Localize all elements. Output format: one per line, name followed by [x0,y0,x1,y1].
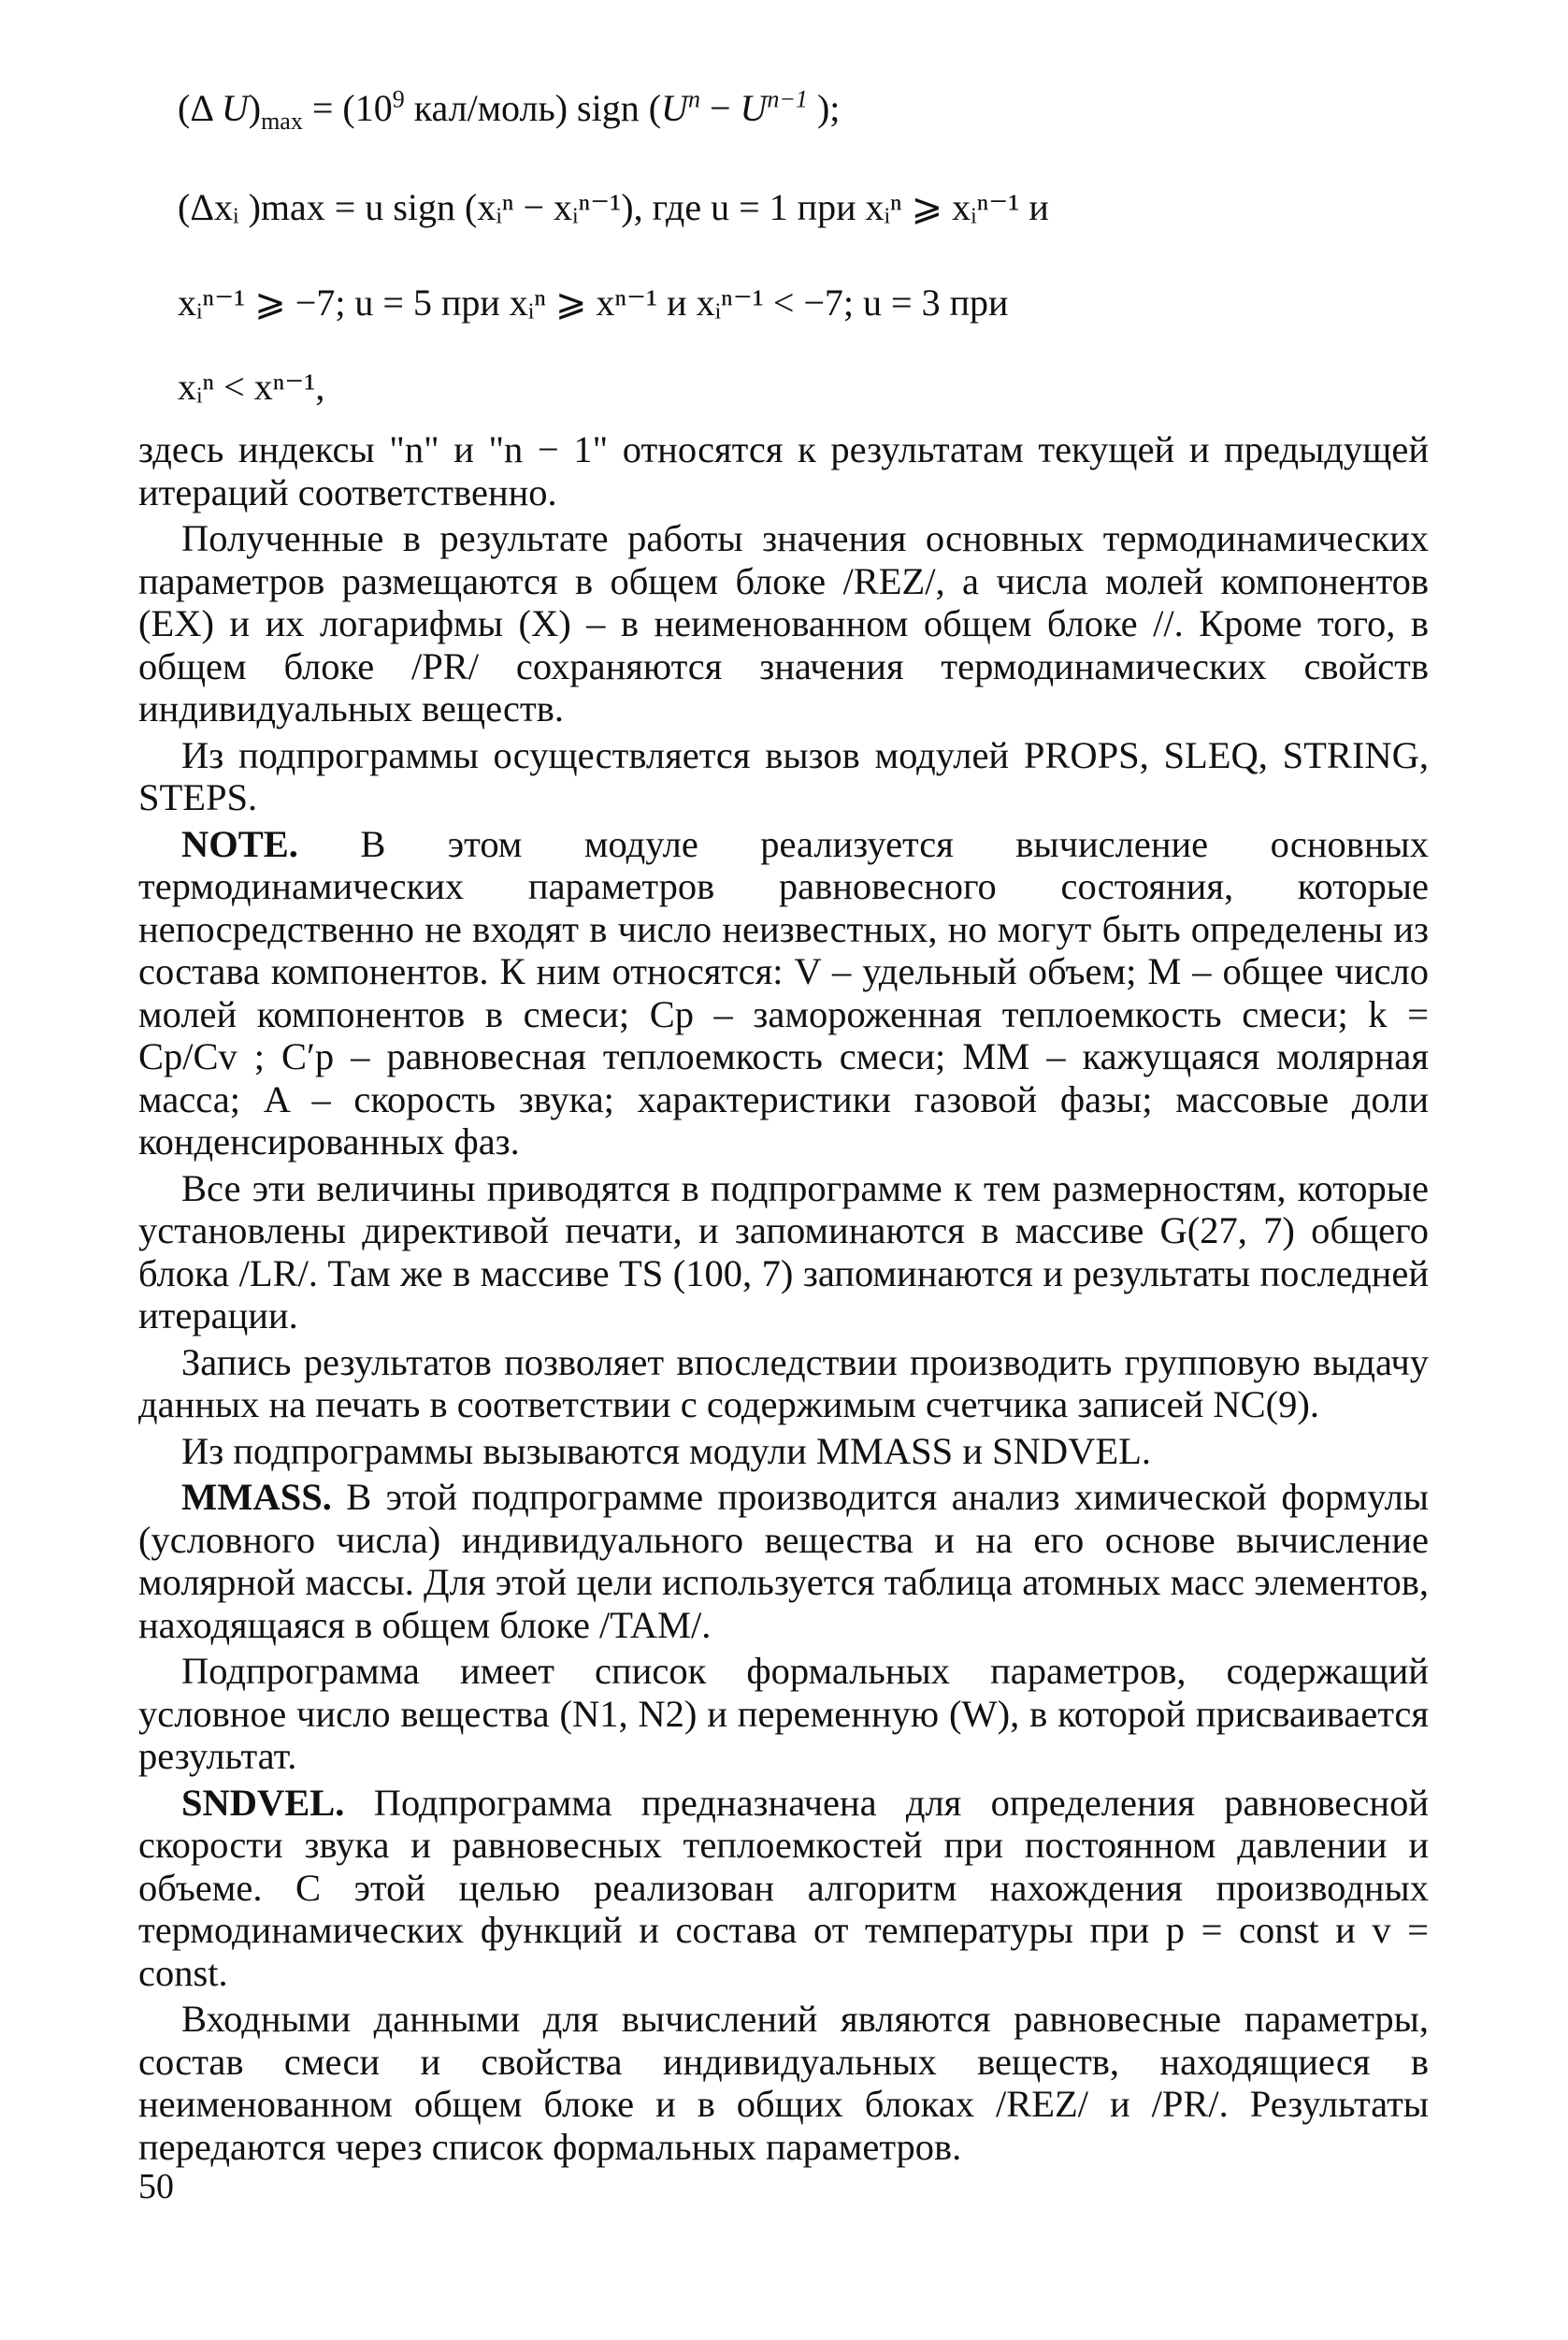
paragraph-mmass-module: MMASS. В этой подпрограмме производится анализ химической формулы (условного числа) индивидуального вещества и на его основе вычисление молярной массы. Для этой цели используется таблица атомных масс элементов, находящаяся в общем блоке /TAM/. [138,1476,1429,1646]
formula-delta-x-max: (Δxᵢ )max = u sign (xᵢⁿ − xᵢⁿ⁻¹), где u = 1 при xᵢⁿ ⩾ xᵢⁿ⁻¹ и [178,186,1049,228]
paragraph-sndvel-inputs: Входными данными для вычислений являются равновесные параметры, состав смеси и свойства индивидуальных веществ, находящиеся в неименованном общем блоке и в общих блоках /REZ/ и /PR/. Результаты передаются через список формальных параметров. [138,1998,1429,2168]
formula-condition-tail: xᵢⁿ < xⁿ⁻¹, [178,366,325,408]
body-text [138,428,1429,2168]
paragraph-sndvel-module: SNDVEL. Подпрограмма предназначена для определения равновесной скорости звука и равновесных теплоемкостей при постоянном давлении и объеме. С этой целью реализован алгоритм нахождения производных термодинамических функций и состава от температуры при p = const и v = const. [138,1781,1429,1994]
paragraph-note-module: NOTE. В этом модуле реализуется вычисление основных термодинамических параметров равновесного состояния, которые непосредственно не входят в число неизвестных, но могут быть определены из состава компонентов. К ним относятся: V – удельный объем; M – общее число молей компонентов в смеси; Cp – замороженная теплоемкость смеси; k = Cp/Cv ; C′p – равновесная теплоемкость смеси; MM – кажущаяся молярная масса; A – скорость звука; характеристики газовой фазы; массовые доли конденсированных фаз. [138,822,1429,1163]
paragraph-dimensions: Все эти величины приводятся в подпрограмме к тем размерностям, которые установлены директивой печати, и запоминаются в массиве G(27, 7) общего блока /LR/. Там же в массиве TS (100, 7) запоминаются и результаты последней итерации. [138,1166,1429,1336]
page-number: 50 [138,2167,174,2206]
paragraph-mmass-params: Подпрограмма имеет список формальных параметров, содержащий условное число вещества (N1, N2) и переменную (W), в которой присваивается результат. [138,1650,1429,1777]
formula-delta-u-max: (Δ $U)_{max} = (10^9$ кал/моль) sign ($U^n - U^{n-1}$ ); [178,85,841,135]
paragraph-index-note: здесь индексы "n" и "n − 1" относятся к результатам текущей и предыдущей итераций соответственно. [138,428,1429,513]
paragraph-called-mmass-sndvel: Из подпрограммы вызываются модули MMASS и SNDVEL. [181,1429,1152,1472]
formula-condition-line: xᵢⁿ⁻¹ ⩾ −7; u = 5 при xᵢⁿ ⩾ xⁿ⁻¹ и xᵢⁿ⁻¹ < −7; u = 3 при [178,282,1009,324]
paragraph-results-storage: Полученные в результате работы значения основных термодинамических параметров размещаются в общем блоке /REZ/, а числа молей компонентов (EX) и их логарифмы (X) – в неименованном общем блоке //. Кроме того, в общем блоке /PR/ сохраняются значения термодинамических свойств индивидуальных веществ. [138,517,1429,729]
paragraph-called-modules: Из подпрограммы осуществляется вызов модулей PROPS, SLEQ, STRING, STEPS. [138,733,1429,818]
paragraph-record-output: Запись результатов позволяет впоследствии производить групповую выдачу данных на печать в соответствии с содержимым счетчика записей NC(9). [138,1340,1429,1425]
